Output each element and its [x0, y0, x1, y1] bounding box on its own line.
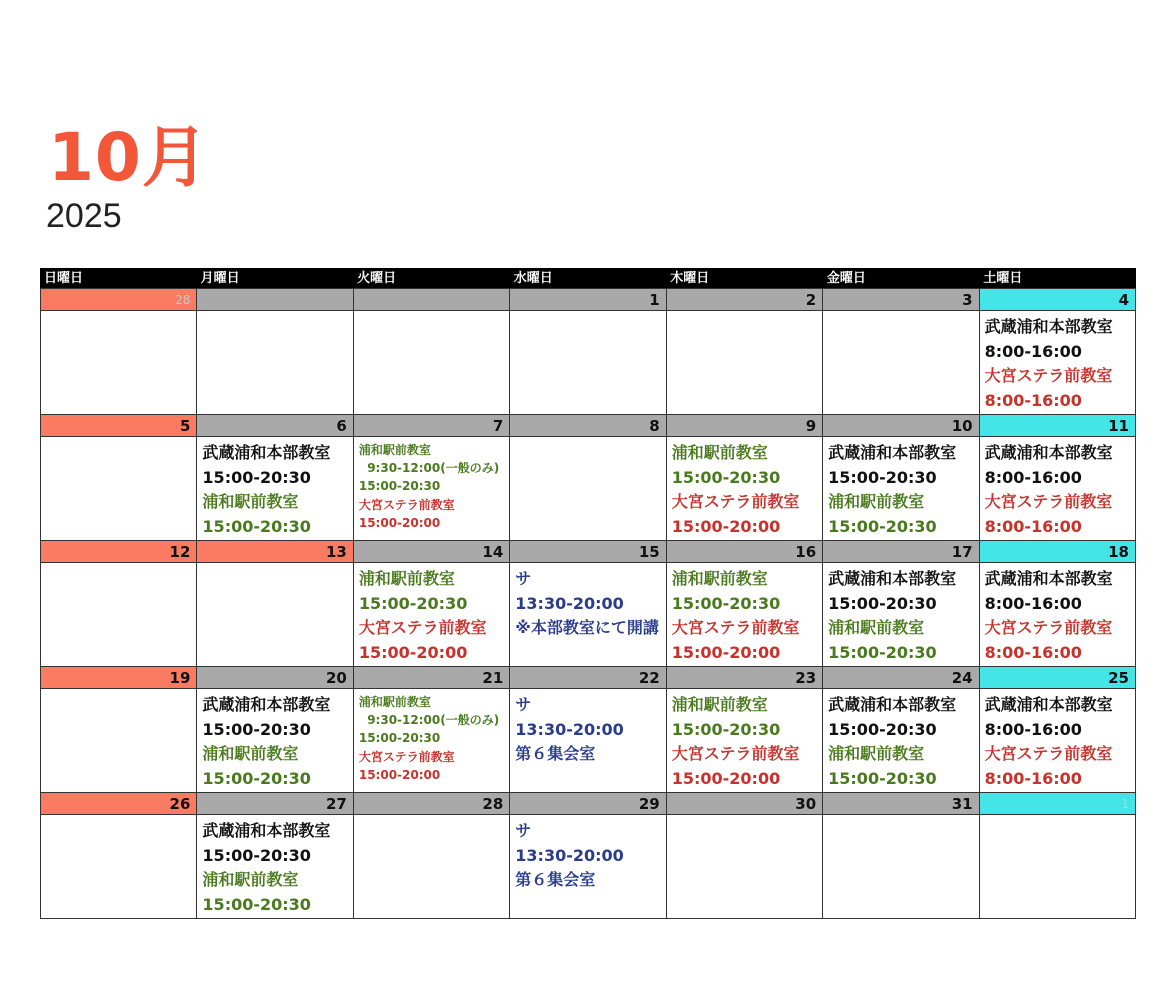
schedule-line: 15:00-20:00 — [358, 515, 441, 530]
schedule-line: 浦和駅前教室 — [671, 443, 768, 462]
schedule-line: 13:30-20:00 — [515, 593, 624, 613]
day-schedule — [510, 563, 665, 641]
day-number: 22 — [510, 667, 665, 689]
schedule-line: 15:00-20:30 — [358, 479, 441, 494]
calendar-day-cell[interactable] — [510, 792, 666, 918]
calendar-day-cell[interactable] — [823, 666, 979, 792]
day-schedule — [354, 689, 509, 784]
day-schedule — [667, 815, 822, 819]
day-number: 21 — [354, 667, 509, 689]
calendar-day-cell[interactable] — [197, 288, 353, 414]
schedule-line: 8:00-16:00 — [984, 341, 1082, 361]
weekday-wed: 水曜日 — [513, 271, 553, 286]
day-schedule — [41, 311, 196, 315]
schedule-line: 15:00-20:00 — [671, 642, 781, 662]
schedule-line: 大宮ステラ前教室 — [358, 749, 455, 764]
schedule-line: 15:00-20:00 — [358, 642, 468, 662]
schedule-line: ※本部教室にて開講 — [515, 618, 659, 637]
calendar-day-cell[interactable] — [510, 414, 666, 540]
schedule-line: 15:00-20:30 — [671, 719, 781, 739]
day-schedule — [41, 689, 196, 693]
day-number: 24 — [823, 667, 978, 689]
schedule-line: 15:00-20:30 — [828, 593, 937, 613]
day-number: 29 — [510, 793, 665, 815]
day-number: 5 — [41, 415, 196, 437]
schedule-line: 武蔵浦和本部教室 — [984, 317, 1113, 336]
calendar-day-cell[interactable] — [41, 666, 197, 792]
day-number — [354, 289, 509, 311]
calendar-day-cell[interactable] — [980, 414, 1136, 540]
day-schedule — [980, 311, 1135, 413]
schedule-line: 武蔵浦和本部教室 — [828, 695, 957, 714]
calendar-day-cell[interactable] — [510, 288, 666, 414]
schedule-line: 8:00-16:00 — [984, 467, 1082, 487]
day-schedule — [197, 563, 352, 567]
schedule-line: 大宮ステラ前教室 — [984, 492, 1113, 511]
calendar-day-cell[interactable] — [197, 666, 353, 792]
schedule-line: 8:00-16:00 — [984, 390, 1082, 410]
day-number: 18 — [980, 541, 1135, 563]
month-title: 10月 — [48, 119, 209, 196]
schedule-line: 大宮ステラ前教室 — [984, 744, 1113, 763]
schedule-line: 15:00-20:00 — [358, 767, 441, 782]
day-schedule — [510, 437, 665, 441]
day-schedule — [510, 311, 665, 315]
day-number — [197, 289, 352, 311]
calendar-day-cell[interactable] — [510, 666, 666, 792]
schedule-line: 浦和駅前教室 — [358, 695, 431, 709]
schedule-line: 浦和駅前教室 — [202, 744, 299, 763]
schedule-line: 浦和駅前教室 — [828, 492, 925, 511]
day-number: 30 — [667, 793, 822, 815]
day-schedule — [510, 815, 665, 893]
day-number: 11 — [980, 415, 1135, 437]
weekday-thu: 木曜日 — [670, 271, 710, 286]
day-schedule — [197, 311, 352, 315]
schedule-line: 8:00-16:00 — [984, 768, 1082, 788]
day-number: 17 — [823, 541, 978, 563]
day-number: 15 — [510, 541, 665, 563]
calendar-day-cell[interactable] — [667, 792, 823, 918]
schedule-line: 15:00-20:30 — [358, 593, 468, 613]
weekday-fri: 金曜日 — [826, 271, 866, 286]
schedule-line: 浦和駅前教室 — [828, 618, 925, 637]
calendar-day-cell[interactable] — [197, 540, 353, 666]
schedule-line: 15:00-20:30 — [202, 516, 311, 536]
year-label: 2025 — [46, 197, 122, 235]
calendar-day-cell[interactable] — [980, 540, 1136, 666]
day-number: 1 — [980, 793, 1135, 815]
schedule-line: 浦和駅前教室 — [358, 569, 455, 588]
day-number: 1 — [510, 289, 665, 311]
calendar-day-cell[interactable] — [41, 540, 197, 666]
day-schedule — [667, 689, 822, 791]
schedule-line: 8:00-16:00 — [984, 642, 1082, 662]
day-number: 27 — [197, 793, 352, 815]
day-number: 4 — [980, 289, 1135, 311]
schedule-line: 15:00-20:30 — [671, 593, 781, 613]
schedule-line: 15:00-20:30 — [828, 516, 937, 536]
schedule-line: 9:30-12:00(一般のみ) — [358, 461, 500, 476]
day-schedule — [354, 563, 509, 665]
weekday-sun: 日曜日 — [44, 271, 84, 286]
schedule-line: 大宮ステラ前教室 — [671, 618, 800, 637]
schedule-line: サ — [515, 695, 532, 714]
schedule-line: 13:30-20:00 — [515, 845, 624, 865]
schedule-line: 浦和駅前教室 — [828, 744, 925, 763]
day-number: 26 — [41, 793, 196, 815]
schedule-line: 15:00-20:30 — [828, 768, 937, 788]
schedule-line: 浦和駅前教室 — [671, 569, 768, 588]
day-number: 14 — [354, 541, 509, 563]
calendar-day-cell[interactable] — [354, 666, 510, 792]
calendar-day-cell[interactable] — [667, 666, 823, 792]
calendar-day-cell[interactable] — [980, 666, 1136, 792]
schedule-line: 武蔵浦和本部教室 — [984, 695, 1113, 714]
schedule-line: 15:00-20:30 — [828, 467, 937, 487]
day-schedule — [823, 689, 978, 791]
day-number: 13 — [197, 541, 352, 563]
day-number: 28 — [41, 289, 196, 311]
day-schedule — [667, 437, 822, 539]
schedule-line: 大宮ステラ前教室 — [671, 744, 800, 763]
calendar-day-cell[interactable] — [823, 540, 979, 666]
schedule-line: 大宮ステラ前教室 — [984, 618, 1113, 637]
calendar-day-cell[interactable] — [823, 288, 979, 414]
day-schedule — [980, 437, 1135, 539]
calendar-grid — [40, 288, 1136, 919]
day-number: 6 — [197, 415, 352, 437]
day-schedule — [354, 437, 509, 532]
calendar-day-cell[interactable] — [354, 540, 510, 666]
day-schedule — [667, 563, 822, 665]
schedule-line: 浦和駅前教室 — [202, 870, 299, 889]
schedule-line: 15:00-20:00 — [671, 768, 781, 788]
day-number: 23 — [667, 667, 822, 689]
weekday-mon: 月曜日 — [200, 271, 240, 286]
schedule-line: 15:00-20:30 — [358, 731, 441, 746]
schedule-line: 15:00-20:30 — [671, 467, 781, 487]
weekday-sat: 土曜日 — [983, 271, 1023, 286]
schedule-line: 武蔵浦和本部教室 — [202, 443, 331, 462]
calendar-day-cell[interactable] — [354, 288, 510, 414]
schedule-line: 15:00-20:30 — [202, 894, 311, 914]
day-number: 7 — [354, 415, 509, 437]
day-number: 25 — [980, 667, 1135, 689]
schedule-line: 武蔵浦和本部教室 — [984, 569, 1113, 588]
day-schedule — [197, 689, 352, 791]
day-schedule — [41, 815, 196, 819]
day-schedule — [510, 689, 665, 767]
schedule-line: 8:00-16:00 — [984, 593, 1082, 613]
schedule-line: 9:30-12:00(一般のみ) — [358, 713, 500, 728]
calendar-day-cell[interactable] — [667, 288, 823, 414]
day-schedule — [197, 437, 352, 539]
day-number: 20 — [197, 667, 352, 689]
schedule-line: 大宮ステラ前教室 — [358, 618, 487, 637]
calendar-day-cell[interactable] — [823, 792, 979, 918]
day-number: 16 — [667, 541, 822, 563]
weekday-tue: 火曜日 — [357, 271, 397, 286]
day-schedule — [823, 563, 978, 665]
calendar-day-cell[interactable] — [667, 414, 823, 540]
day-number: 3 — [823, 289, 978, 311]
calendar-day-cell[interactable] — [980, 792, 1136, 918]
day-number: 2 — [667, 289, 822, 311]
schedule-line: 13:30-20:00 — [515, 719, 624, 739]
day-number: 28 — [354, 793, 509, 815]
schedule-line: 浦和駅前教室 — [202, 492, 299, 511]
calendar-day-cell[interactable] — [354, 792, 510, 918]
calendar-day-cell[interactable] — [510, 540, 666, 666]
schedule-line: 浦和駅前教室 — [358, 443, 431, 457]
schedule-line: 8:00-16:00 — [984, 516, 1082, 536]
schedule-line: 大宮ステラ前教室 — [358, 497, 455, 512]
day-schedule — [823, 311, 978, 315]
day-schedule — [354, 815, 509, 819]
day-schedule — [823, 815, 978, 819]
schedule-line: 武蔵浦和本部教室 — [984, 443, 1113, 462]
day-schedule — [41, 437, 196, 441]
schedule-line: 15:00-20:30 — [828, 642, 937, 662]
calendar-day-cell[interactable] — [197, 792, 353, 918]
calendar-day-cell[interactable] — [823, 414, 979, 540]
schedule-line: 武蔵浦和本部教室 — [828, 569, 957, 588]
schedule-line: 第６集会室 — [515, 870, 596, 889]
calendar-day-cell[interactable] — [667, 540, 823, 666]
calendar-day-cell[interactable] — [41, 414, 197, 540]
schedule-line: 大宮ステラ前教室 — [984, 366, 1113, 385]
calendar — [40, 268, 1136, 919]
schedule-line: 15:00-20:30 — [202, 845, 311, 865]
calendar-day-cell[interactable] — [980, 288, 1136, 414]
calendar-day-cell[interactable] — [41, 792, 197, 918]
schedule-line: 15:00-20:30 — [202, 719, 311, 739]
day-schedule — [197, 815, 352, 917]
schedule-line: 第６集会室 — [515, 744, 596, 763]
schedule-line: 15:00-20:30 — [202, 768, 311, 788]
day-schedule — [41, 563, 196, 567]
weekday-header-row — [40, 268, 1136, 288]
schedule-line: 15:00-20:30 — [828, 719, 937, 739]
schedule-line: 8:00-16:00 — [984, 719, 1082, 739]
calendar-day-cell[interactable] — [354, 414, 510, 540]
day-number: 9 — [667, 415, 822, 437]
schedule-line: 武蔵浦和本部教室 — [202, 821, 331, 840]
day-number: 31 — [823, 793, 978, 815]
schedule-line: 大宮ステラ前教室 — [671, 492, 800, 511]
schedule-line: 15:00-20:00 — [671, 516, 781, 536]
day-schedule — [980, 563, 1135, 665]
day-schedule — [980, 689, 1135, 791]
schedule-line: 浦和駅前教室 — [671, 695, 768, 714]
day-schedule — [980, 815, 1135, 819]
day-schedule — [354, 311, 509, 315]
calendar-day-cell[interactable] — [41, 288, 197, 414]
day-number: 8 — [510, 415, 665, 437]
schedule-line: 武蔵浦和本部教室 — [828, 443, 957, 462]
day-number: 12 — [41, 541, 196, 563]
day-schedule — [667, 311, 822, 315]
schedule-line: サ — [515, 569, 532, 588]
calendar-day-cell[interactable] — [197, 414, 353, 540]
day-number: 19 — [41, 667, 196, 689]
schedule-line: 武蔵浦和本部教室 — [202, 695, 331, 714]
day-number: 10 — [823, 415, 978, 437]
schedule-line: サ — [515, 821, 532, 840]
schedule-line: 15:00-20:30 — [202, 467, 311, 487]
day-schedule — [823, 437, 978, 539]
